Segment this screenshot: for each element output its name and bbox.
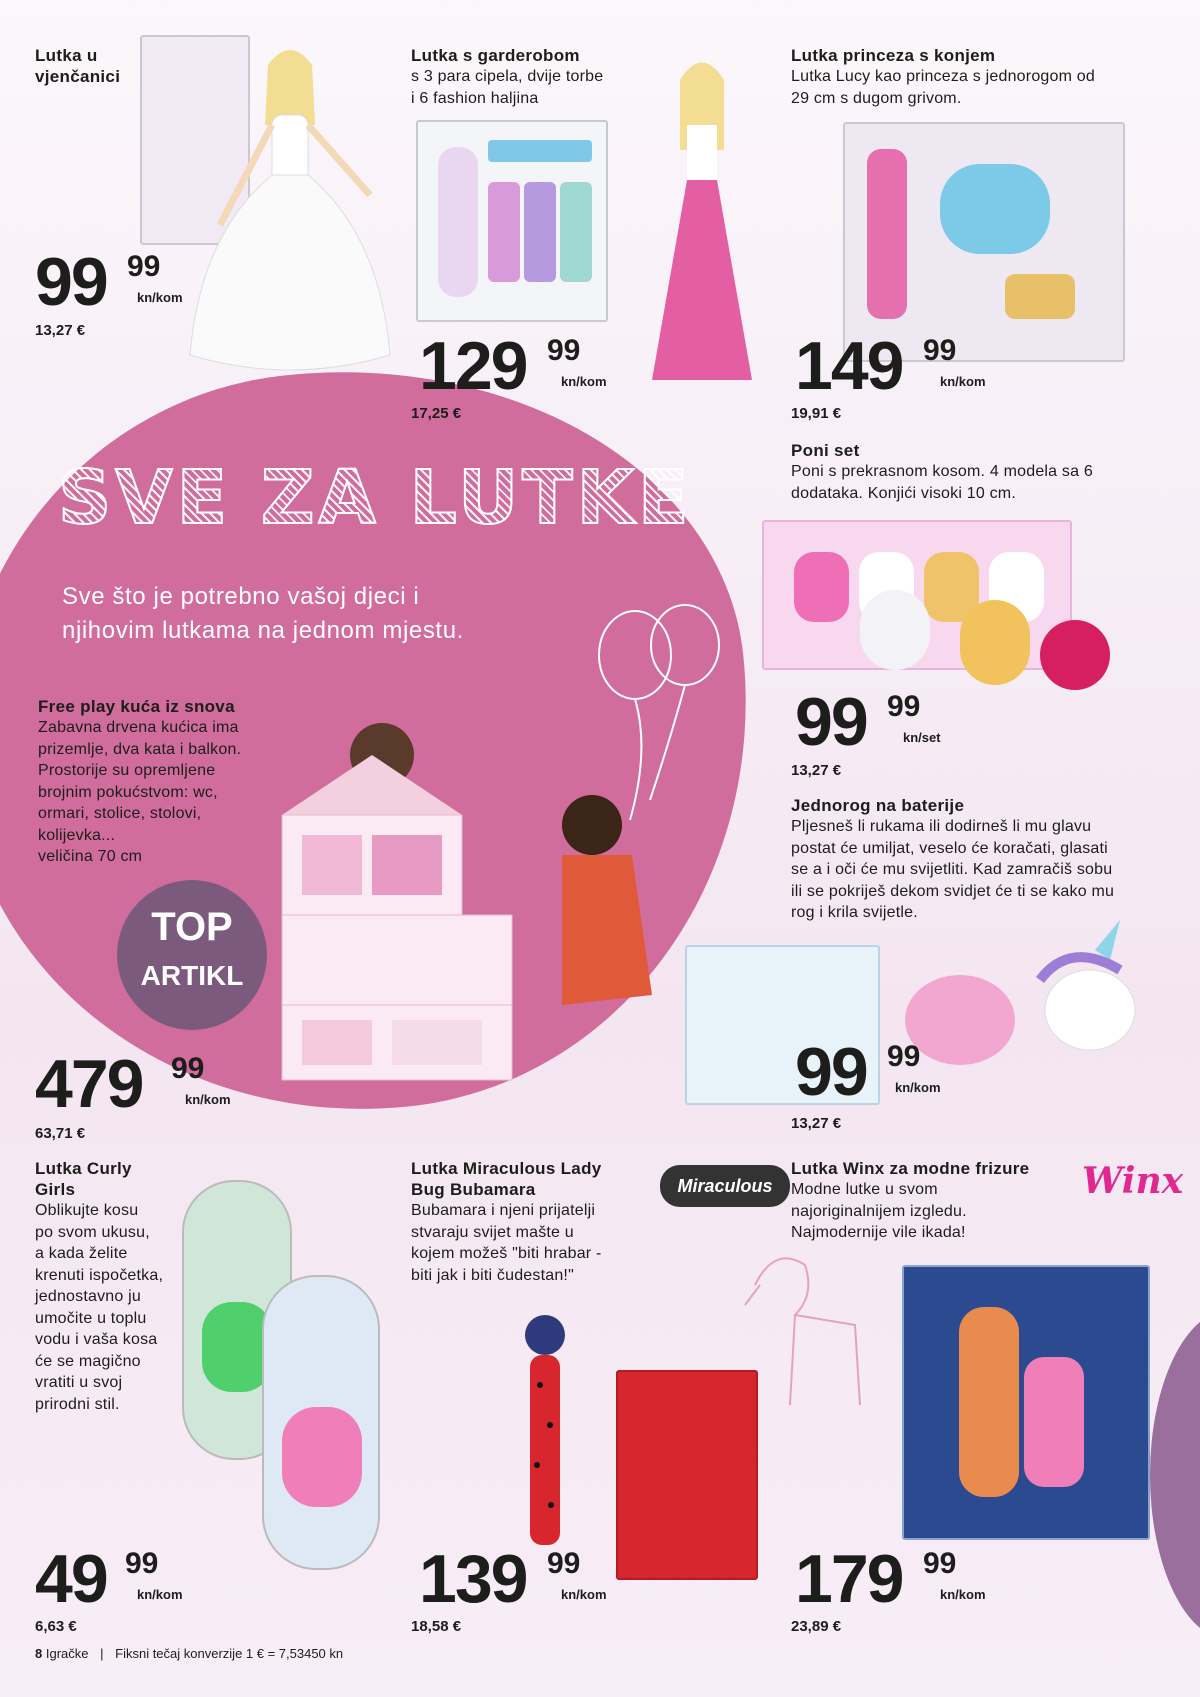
price-tag: 139 99 kn/kom (419, 1541, 607, 1617)
miraculous-logo: Miraculous (660, 1165, 790, 1207)
conversion-note: Fiksni tečaj konverzije 1 € = 7,53450 kn (115, 1646, 344, 1661)
price-tag: 99 99 kn/set (795, 684, 941, 760)
ladybug-doll-image (485, 1305, 605, 1555)
product-info: Free play kuća iz snova Zabavna drvena kućica ima prizemlje, dva kata i balkon. Prostorije su opremljene brojnim pokućstvom: wc, ormari, stolice, stolovi, kolijevka... veličina 70 cm (38, 697, 242, 865)
princess-doll-image (632, 40, 772, 420)
price-tag: 179 99 kn/kom (795, 1541, 986, 1617)
product-info: Lutka Curly Girls Oblikujte kosu po svom ukusu, a kada želite krenuti ispočetka, jednostavno ju umočite u toplu vodu i vaša kosa će se magično vratiti u svoj prirodni stil. (35, 1159, 164, 1413)
dollhouse-with-children-image (262, 715, 682, 1095)
pony-figure-image (1040, 620, 1110, 690)
price-eur: 13,27 € (35, 322, 86, 339)
top-artikl-badge: TOP ARTIKL (117, 880, 267, 1030)
page-subheadline: Sve što je potrebno vašoj djeci i njihovim lutkama na jednom mjestu. (62, 583, 464, 644)
winx-doll-box-image (902, 1265, 1150, 1540)
price-tag: 99 99 kn/kom (35, 244, 183, 320)
product-title: Lutka u vjenčanici (35, 46, 121, 86)
price-tag: 99 99 kn/kom (795, 1034, 941, 1110)
price-eur: 18,58 € (411, 1618, 462, 1635)
wardrobe-doll-box-image (416, 120, 608, 322)
page-footer: 8 Igračke | Fiksni tečaj konverzije 1 € = 7,53450 kn (35, 1646, 344, 1661)
price-eur: 13,27 € (791, 762, 842, 779)
purple-corner-blob (1150, 1310, 1200, 1640)
price-eur: 23,89 € (791, 1618, 842, 1635)
section-name: Igračke (45, 1646, 89, 1661)
curly-girls-tube-image (262, 1275, 380, 1570)
price-tag: 129 99 kn/kom (419, 328, 607, 404)
winx-logo: Winx (1082, 1160, 1184, 1202)
product-info: Jednorog na baterije Pljesneš li rukama ili dodirneš li mu glavu postat će umiljat, veselo će koračati, glasati se a i oči će mu svijetliti. Kad zamračiš sobu ili se pokriješ dekom svidjet će ti se kako mu rog i krila svijetle. (791, 796, 1115, 921)
price-tag: 49 99 kn/kom (35, 1541, 183, 1617)
unicorn-toy-image (890, 920, 1150, 1100)
horse-sketch-icon (735, 1245, 875, 1415)
pony-figure-image (860, 590, 930, 670)
price-eur: 6,63 € (35, 1618, 77, 1635)
price-eur: 13,27 € (791, 1115, 842, 1132)
pony-figure-image (960, 600, 1030, 685)
price-eur: 19,91 € (791, 405, 842, 422)
wedding-doll-image (180, 35, 410, 405)
product-info: Lutka Winx za modne frizure Modne lutke u svom najoriginalnijem izgledu. Najmodernije vile ikada! (791, 1159, 1030, 1241)
price-tag: 149 99 kn/kom (795, 328, 986, 404)
princess-horse-box-image (843, 122, 1125, 362)
product-info: Lutka princeza s konjem Lutka Lucy kao princeza s jednorogom od 29 cm s dugom grivom. (791, 46, 1095, 107)
page-headline: SVE ZA LUTKE (58, 455, 693, 541)
product-info: Poni set Poni s prekrasnom kosom. 4 modela sa 6 dodataka. Konjići visoki 10 cm. (791, 441, 1093, 502)
price-eur: 63,71 € (35, 1125, 86, 1142)
product-info: Lutka s garderobom s 3 para cipela, dvije torbe i 6 fashion haljina (411, 46, 604, 107)
page-number: 8 (35, 1646, 43, 1661)
price-tag: 479 99 kn/kom (35, 1046, 231, 1122)
product-info: Lutka Miraculous Lady Bug Bubamara Bubamara i njeni prijatelji stvaraju svijet mašte u kojem možeš "biti hrabar - biti jak i biti čudestan!" (411, 1159, 602, 1284)
price-eur: 17,25 € (411, 405, 462, 422)
